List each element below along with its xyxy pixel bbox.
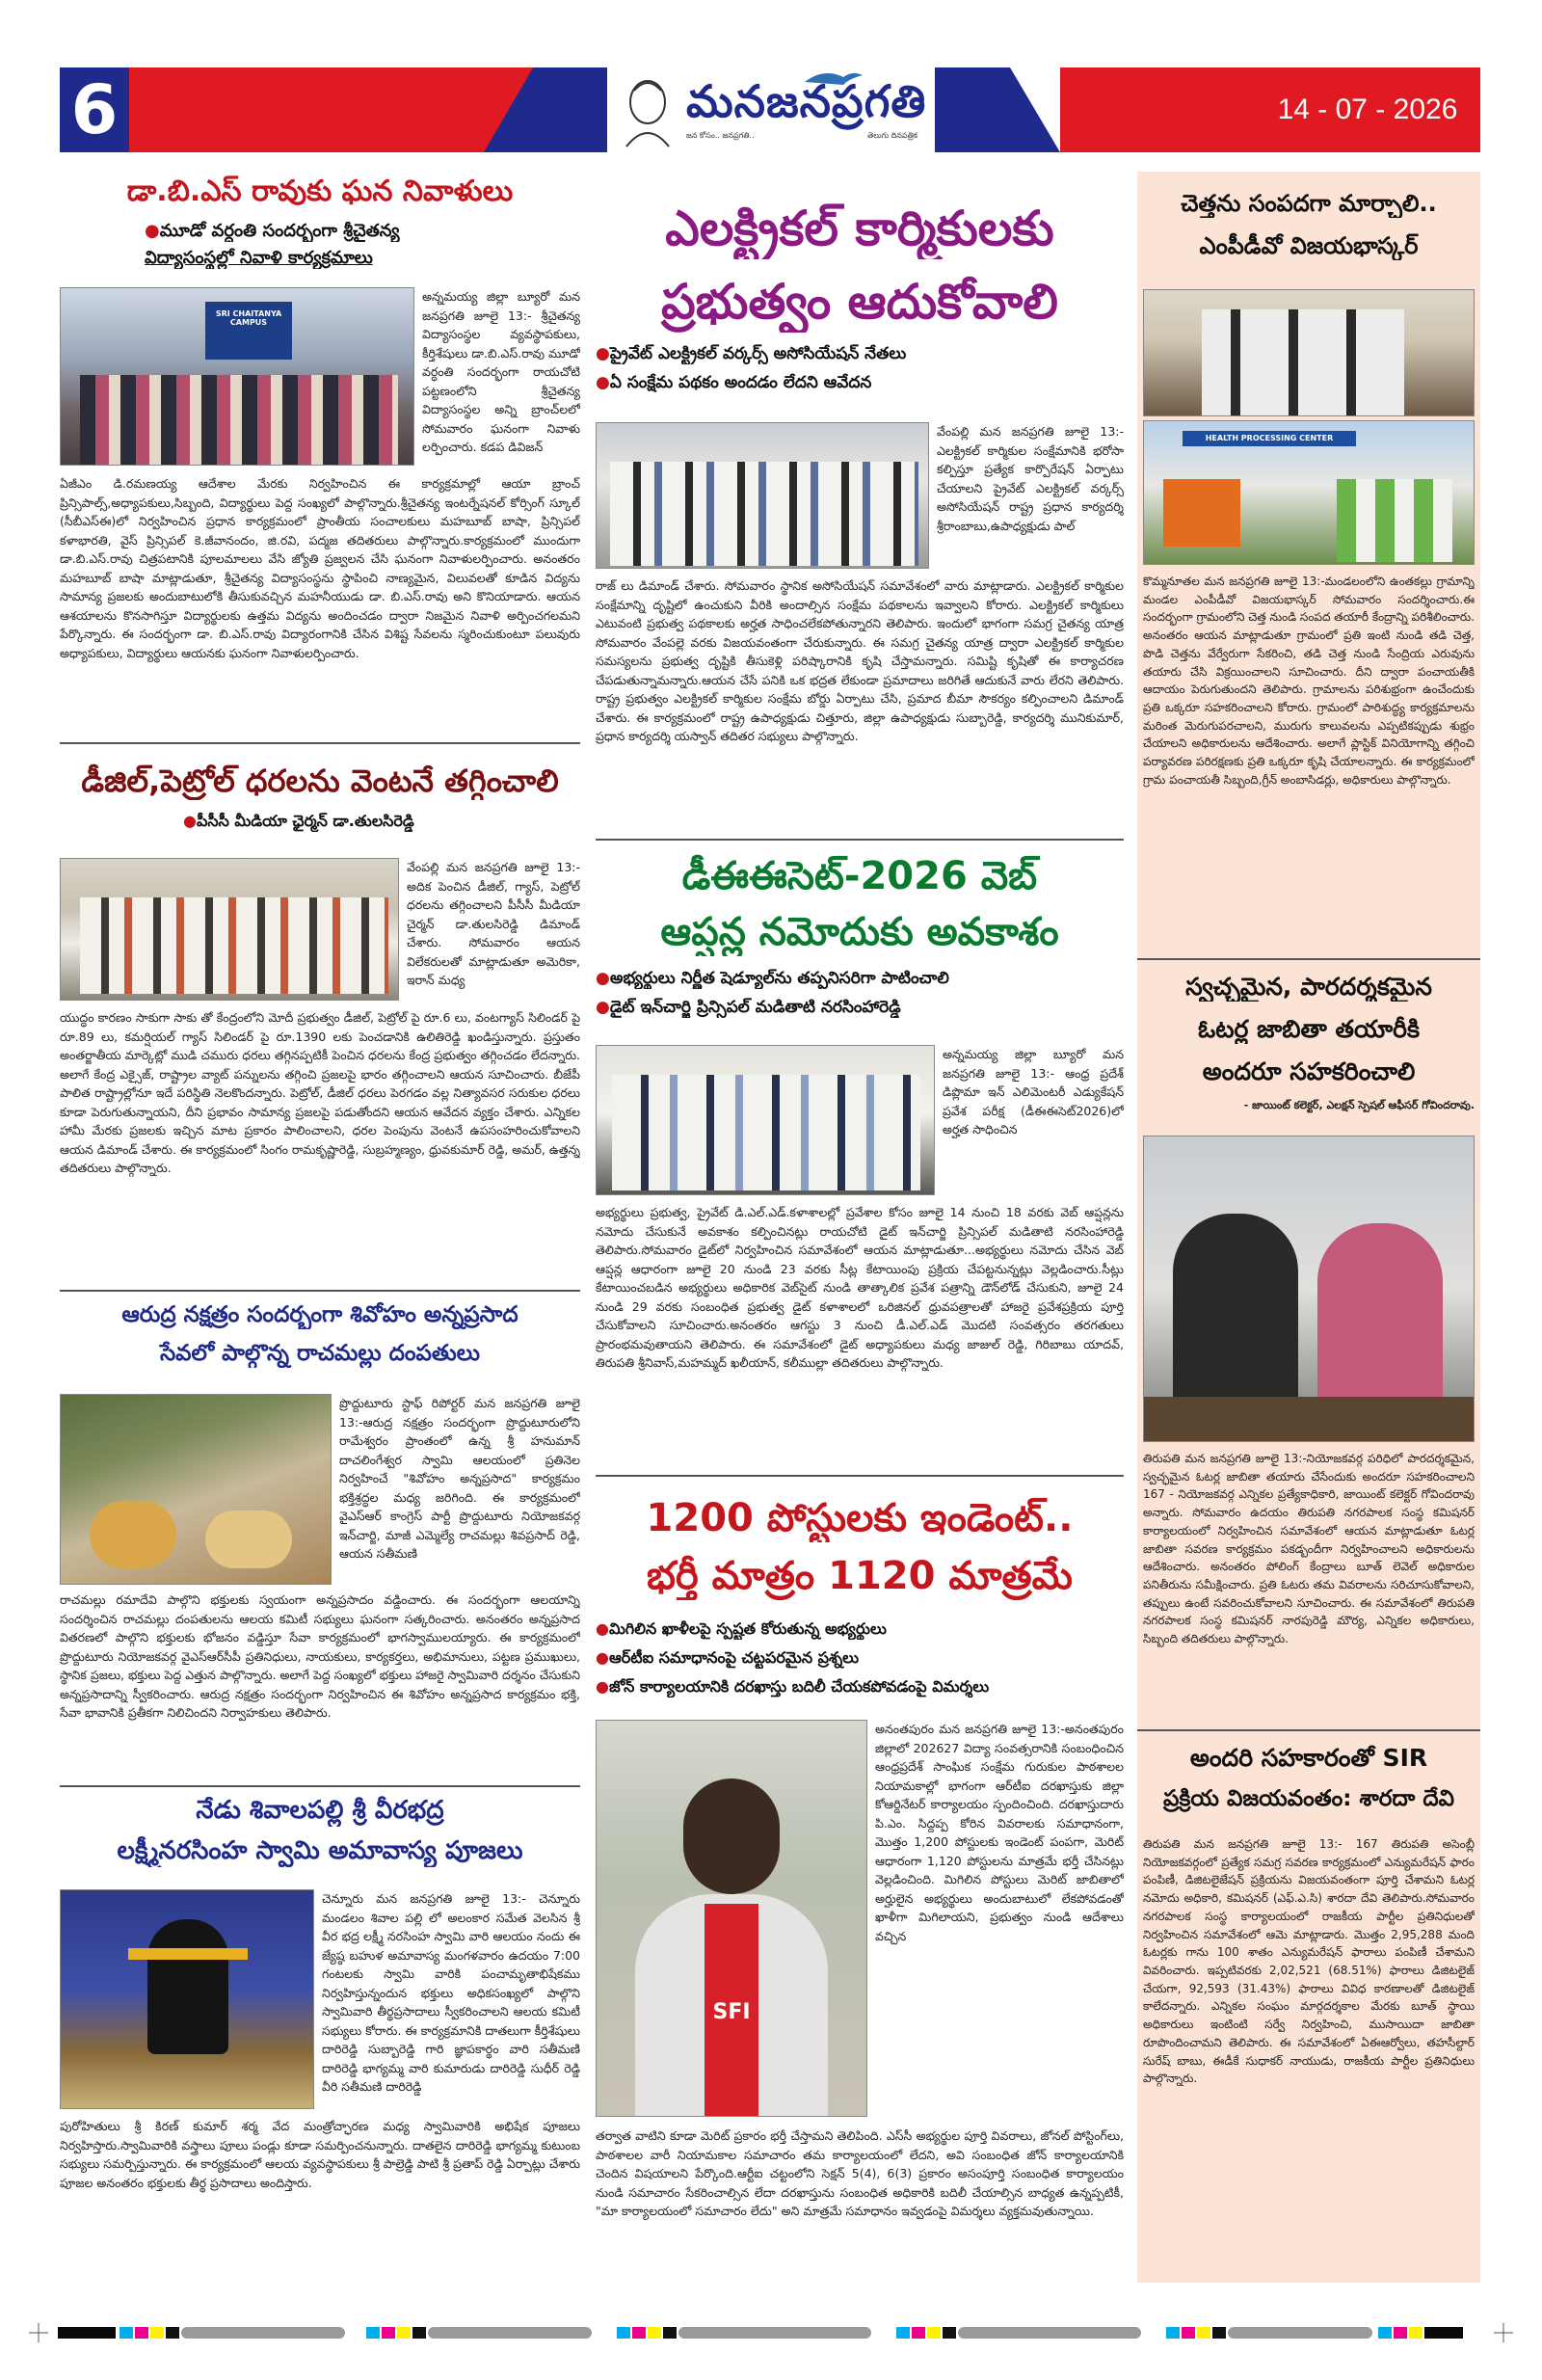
bullet-icon: ●	[596, 344, 610, 363]
food-vessel	[205, 1511, 292, 1568]
subheadline	[596, 372, 1124, 393]
vehicle	[1163, 479, 1240, 547]
headline: అందరూ సహకరించాలి	[1202, 1057, 1416, 1085]
bullet-icon: ●	[145, 221, 160, 241]
photo-banner: SRI CHAITANYA CAMPUS	[205, 302, 292, 360]
headline: ఆరుద్ర నక్షత్రం సందర్భంగా శివోహం అన్నప్రసాద	[121, 1302, 518, 1327]
headline: చెత్తను సంపదగా మార్చాలి..	[1181, 190, 1437, 217]
flower-garland	[128, 1948, 248, 1960]
paper-tagline-right: తెలుగు దినపత్రిక	[867, 131, 918, 140]
article-body: ఏజీఎం డి.రమణయ్య ఆదేశాల మేరకు నిర్వహించిన ఈ కార్యక్రమాల్లో ఆయా బ్రాంచ్ ప్రిన్సిపాల్స్,అధ్యాపకులు,సిబ్బంది, విద్యార్థులు పెద్ద సంఖ్యలో పాల్గొన్నారు.శ్రీచైతన్య ఇంటర్నేషనల్ కోర్సింగ్ స్కూల్ (సీబీఎస్ఈ)లో నిర్వహించిన ప్రధాన కార్యక్రమంలో ప్రాంతీయ సంచాలకులు మహబూబ్ బాషా, ప్రిన్సిపల్ కళాభారతి, వైస్ ప్రిన్సిపల్ కె.జీవానందం, జి.రవి, పద్మజ తదితరులు పాల్గొన్నారు.కార్యక్రమంలో ముందుగా డా.బి.ఎస్.రావు చిత్రపటానికి పూలమాలలు వేసి జ్యోతి ప్రజ్వలన చేసి ఘనంగా నివాళులర్పించారు. అనంతరం మహబూబ్ బాషా మాట్లాడుతూ, శ్రీచైతన్య విద్యాసంస్థను స్థాపించి నాణ్యమైన, విలువలతో కూడిన విద్యను సామాన్య ప్రజలకు అందుబాటులోకి తీసుకువచ్చిన మహనీయుడు డా. బి.ఎస్.రావు అని కొనియాడారు. ఆయన ఆశయాలను కొనసాగిస్తూ విద్యార్థులకు ఉత్తమ విద్యను అందించడం ద్వారా నిజమైన నివాళి అర్పించగలమని పేర్కొన్నారు. ఈ సందర్భంగా డా. బి.ఎస్.రావు విద్యారంగానికి చేసిన విశిష్ట సేవలను స్మరించుకుంటూ పలువురు అధ్యాపకులు, విద్యార్థులు ఆయనకు ఘనంగా నివాళులర్పించారు.	[60, 476, 580, 660]
news-photo	[60, 287, 414, 466]
news-photo	[1143, 420, 1475, 565]
divider	[596, 1475, 1124, 1477]
article-body: పురోహితులు శ్రీ కిరణ్ కుమార్ శర్మ వేద మంత్రోచ్ఛారణ మధ్య స్వామివారికి అభిషేక పూజలు నిర్వహిస్తారు.స్వామివారికి వస్త్రాలు పూలు పండ్లు కూడా సమర్పించనున్నారు. దాతలైన దారిరెడ్డి భాగ్యమ్మ కుటుంబ సభ్యులు సమర్పిస్తున్నారు. ఈ కార్యక్రమంలో ఆలయ వ్యవస్థాపకులు శ్రీ పాల్రెడ్డి పాటి శ్రీ ప్రతాప్ రెడ్డి ఏర్పాట్లు చేశారు పూజల అనంతరం భక్తులకు తీర్థ ప్రసాదాలు అందిస్తారు.	[60, 2119, 580, 2190]
article-body: చెన్నూరు మన జనప్రగతి జూలై 13:- చెన్నూరు మండలం శివాల పల్లి లో అలంకార సమేత వెలసిన శ్రీ వీర భద్ర లక్ష్మీ నరసింహ స్వామి వారి ఆలయం నందు ఈ జ్యేష్ఠ బహుళ అమావాస్య మంగళవారం ఉదయం 7:00 గంటలకు స్వామి వారికి పంచామృతాభిషేకము నిర్వహిస్తున్నందున భక్తులు అధికసంఖ్యలో పాల్గొని స్వామివారి తీర్థప్రసాదాలు స్వీకరించాలని ఆలయ కమిటీ సభ్యులు కోరారు. ఈ కార్యక్రమానికి దాతలుగా కీర్తిశేషులు దారిరెడ్డి సుబ్బారెడ్డి గారి జ్ఞాపకార్థం వారి సతీమణి దారిరెడ్డి భాగ్యమ్మ వారి కుమారుడు దారిరెడ్డి సుధీర్ రెడ్డి వీరి సతీమణి దారిరెడ్డి	[322, 1891, 580, 2094]
print-registration-strip	[0, 2313, 1542, 2352]
news-photo	[60, 1394, 332, 1585]
people-silhouettes	[610, 462, 918, 566]
news-photo	[596, 1045, 935, 1195]
subheadline-text: పీసీసీ మీడియా ఛైర్మన్ డా.తులసిరెడ్డి	[196, 812, 414, 830]
subheadline-text: డైట్ ఇన్‌చార్జి ప్రిన్సిపల్ మడితాటి నరసింహారెడ్డి	[609, 998, 901, 1017]
article-body: రాజ్ లు డిమాండ్ చేశారు. సోమవారం స్థానిక అసోసియేషన్ సమావేశంలో వారు మాట్లాడారు. ఎలక్ట్రికల్ కార్మికుల సంక్షేమాన్ని దృష్టిలో ఉంచుకుని వీరికి అందాల్సిన సంక్షేమ పథకాలను ఇవ్వాలని కోరారు. ఎలక్ట్రికల్ కార్మికులు ఎటువంటి ప్రభుత్వ పథకాలకు అర్హత సాధించలేకపోతున్నారని తెలిపారు. ఇందులో భాగంగా సమగ్ర చైతన్య యాత్ర సోమవారం వేంపల్లె వరకు విజయవంతంగా చేరుకున్నారు. ఈ సమగ్ర చైతన్య యాత్ర ద్వారా ఎలక్ట్రికల్ కార్మికుల సమస్యలను ప్రభుత్వ దృష్టికి తీసుకెళ్లి పరిష్కారానికి కృషి చేస్తామన్నారు. సమిష్టి కృషితో ఈ కార్యాచరణ చేపడుతున్నామన్నారు.ఆయన చేసే పనికి ఒక భద్రత లేకుండా ప్రమాదాలు జరిగితే ఆదుకునే వారు లేరని తెలిపారు. రాష్ట్ర ప్రభుత్వం ఎలక్ట్రికల్ కార్మికుల సంక్షేమ బోర్డు ఏర్పాటు చేసి, ప్రమాద బీమా సౌకర్యం కల్పించాలని డిమాండ్ చేశారు. ఈ కార్యక్రమంలో రాష్ట్ర ఉపాధ్యక్షుడు చిత్తూరు, జిల్లా ఉపాధ్యక్షుడు సుబ్బారెడ్డి, కార్యదర్శి మునికుమార్, ప్రధాన కార్యదర్శి యస్వాన్ తదితర సభ్యులు పాల్గొన్నారు.	[596, 578, 1124, 743]
people-silhouettes	[1337, 479, 1452, 562]
subheadline	[145, 220, 580, 242]
article-body: కొమ్మనూతల మన జనప్రగతి జూలై 13:-మండలంలోని ఉంతకల్లు గ్రామాన్ని మండల ఎంపీడీవో విజయభాస్కర్ సోమవారం సందర్శించారు.ఈ సందర్భంగా గ్రామంలోని చెత్త నుండి సంపద తయారీ కేంద్రాన్ని పరిశీలించారు. అనంతరం ఆయన మాట్లాడుతూ గ్రామంలో ప్రతి ఇంటి నుండి తడి చెత్త, పొడి చెత్తను వేర్వేరుగా సేకరించి, తడి చెత్త నుండి సేంద్రియ ఎరువును తయారు చేసి విక్రయించాలని సూచించారు. దీని ద్వారా పంచాయతీకి ఆదాయం పెరుగుతుందని తెలిపారు. గ్రామాలను పరిశుభ్రంగా ఉంచేందుకు ప్రతి ఒక్కరూ సహకరించాలని కోరారు. గ్రామంలో పారిశుద్ధ్య కార్యక్రమాలను మరింత మెరుగుపరచాలని, మురుగు కాలువలను ఎప్పటికప్పుడు శుభ్రం చేయాలని అధికారులను ఆదేశించారు. అలాగే ప్లాస్టిక్ వినియోగాన్ని తగ్గించి పర్యావరణ పరిరక్షణకు ప్రతి ఒక్కరూ కృషి చేయాలన్నారు. ఈ కార్యక్రమంలో గ్రామ పంచాయతీ సిబ్బంది,గ్రీన్ అంబాసిడర్లు, అధికారులు పాల్గొన్నారు.	[1143, 575, 1475, 787]
bullet-icon: ●	[183, 812, 197, 830]
bullet-icon: ●	[596, 1677, 609, 1696]
article-body: అనంతపురం మన జనప్రగతి జూలై 13:-అనంతపురం జిల్లాలో 202627 విద్యా సంవత్సరానికి సంబంధించిన ఆంధ్రప్రదేశ్ సాంఘిక సంక్షేమ గురుకుల పాఠశాలల నియామకాల్లో భాగంగా ఆర్‌టీఐ దరఖాస్తుకు జిల్లా కోఆర్డినేటర్ కార్యాలయం స్పందించింది. దరఖాస్తుదారు పి.ఎం. సిద్దప్ప కోరిన వివరాలకు సమాధానంగా, మొత్తం 1,200 పోస్టులకు ఇండెంట్ పంపగా, మెరిట్ ఆధారంగా 1,120 పోస్టులను మాత్రమే భర్తీ చేసినట్లు వెల్లడించింది. మిగిలిన పోస్టులు మెరిట్ జాబితాలో అర్హులైన అభ్యర్థులు అందుబాటులో లేకపోవడంతో ఖాళీగా మిగిలాయని, ప్రభుత్వం నుండి ఆదేశాలు వచ్చిన	[875, 1722, 1124, 1943]
subheadline	[596, 343, 1124, 364]
headline: సేవలో పాల్గొన్న రాచమల్లు దంపతులు	[160, 1341, 480, 1366]
subheadline-text: మిగిలిన ఖాళీలపై స్పష్టత కోరుతున్న అభ్యర్థులు	[608, 1619, 887, 1638]
bullet-icon: ●	[596, 969, 610, 988]
subheadline	[596, 1677, 1124, 1698]
bullet-icon: ●	[596, 998, 610, 1017]
masthead-blue-band-right	[935, 67, 1060, 152]
divider	[60, 742, 580, 744]
paper-tagline: జన కోసం.. జనప్రగతి..	[686, 131, 755, 140]
person	[1173, 1214, 1298, 1406]
person-head	[683, 1778, 780, 1894]
divider	[60, 1290, 580, 1292]
paper-name: మనజనప్రగతి	[686, 75, 927, 127]
article-body: రాచమల్లు రమాదేవి పాల్గొని భక్తులకు స్వయంగా అన్నప్రసాదం వడ్డించారు. ఈ సందర్భంగా ఆలయాన్ని సందర్శించిన రాచమల్లు దంపతులను ఆలయ కమిటీ సభ్యులు ఘనంగా సత్కరించారు. అనంతరం అన్నప్రసాద వితరణలో పాల్గొని భక్తులకు భోజనం వడ్డిస్తూ సేవా కార్యక్రమంలో భాగస్వాములయ్యారు. ఈ కార్యక్రమంలో ప్రొద్దుటూరు నియోజకవర్గ వైఎస్ఆర్‌సీపీ ప్రతినిధులు, నాయకులు, కార్యకర్తలు, అభిమానులు, పట్టణ ప్రముఖులు, స్థానిక ప్రజలు, భక్తులు పెద్ద ఎత్తున పాల్గొన్నారు. అలాగే పెద్ద సంఖ్యలో భక్తులు హాజరై స్వామివారి దర్శనం చేసుకుని అన్నప్రసాదాన్ని స్వీకరించారు. ఆరుద్ర నక్షత్రం సందర్భంగా నిర్వహించిన ఈ శివోహం అన్నప్రసాద కార్యక్రమం భక్తి, సేవా భావానికి ప్రతీకగా నిలిచిందని నిర్వాహకులు తెలిపారు.	[60, 1592, 580, 1720]
subheadline-text: జోన్ కార్యాలయానికి దరఖాస్తు బదిలీ చేయకపోవడంపై విమర్శలు	[608, 1677, 990, 1696]
headline: స్వచ్ఛమైన, పారదర్శకమైన	[1185, 973, 1432, 1001]
news-photo	[60, 858, 399, 1001]
headline: డీజిల్,పెట్రోల్ ధరలను వెంటనే తగ్గించాలి	[81, 762, 559, 799]
bullet-icon: ●	[596, 1648, 609, 1667]
article-body: యుద్ధం కారణం సాకుగా సాకు తో కేంద్రంలోని మోదీ ప్రభుత్వం డీజిల్, పెట్రోల్ పై రూ.6 లు, వంటగ్యాస్ సిలిండర్ పై రూ.89 లు, కమర్షియల్ గ్యాస్ సిలిండర్ పై రూ.1390 లకు పెంచడానికి ఉలితిరెడ్డి ఖండిస్తున్నారు. ప్రస్తుతం అంతర్జాతీయ మార్కెట్లో ముడి చమురు ధరలు తగ్గినప్పటికీ పెంచిన ధరలను కేంద్ర ప్రభుత్వం తగ్గించడం లేదన్నారు. అలాగే కేంద్ర ఎక్సైజ్, రాష్ట్రాల వ్యాట్ పన్నులను తగ్గించి ప్రజలపై భారం తగ్గించాలని ఆయన సూచించారు. బీజేపీ పాలిత రాష్ట్రాల్లోనూ ఇదే పరిస్థితి నెలకొందన్నారు. పెట్రోల్, డీజిల్ ధరలు పెరగడం వల్ల నిత్యావసర సరుకుల ధరలు కూడా పెరుగుతున్నాయని, దీని ప్రభావం సామాన్య ప్రజలపై పడుతోందని ఆయన ఆవేదన వ్యక్తం చేశారు. ఎన్నికల హామీ మేరకు ప్రజలకు ఇచ్చిన మాట ప్రకారం పాలించాలని, ధరల పెంపును వెంటనే ఉపసంహరించుకోవాలని ఆయన డిమాండ్ చేశారు. ఈ కార్యక్రమంలో సింగం రామకృష్ణారెడ్డి, సుబ్రహ్మణ్యం, ధ్రువకుమార్ రెడ్డి, అమర్, ఉత్తన్న తదితరులు పాల్గొన్నారు.	[60, 1010, 580, 1175]
article-body: వేంపల్లి మన జనప్రగతి జూలై 13:-ఎలక్ట్రికల్ కార్మికుల సంక్షేమానికి భరోసా కల్పిస్తూ ప్రత్యేక కార్పొరేషన్ ఏర్పాటు చేయాలని ప్రైవేట్ ఎలక్ట్రికల్ వర్కర్స్ అసోసియేషన్ రాష్ట్ర ప్రధాన కార్యదర్శి శ్రీరాంబాబు,ఉపాధ్యక్షుడు పాల్	[937, 424, 1124, 533]
food-vessel	[90, 1501, 176, 1568]
article-body: అన్నమయ్య జిల్లా బ్యూరో మన జనప్రగతి జూలై 13:- ఆంధ్ర ప్రదేశ్ డిప్లొమా ఇన్ ఎలిమెంటరీ ఎడ్యుకేషన్ ప్రవేశ పరీక్ష (డీఈఈసెట్2026)లో అర్హత సాధించిన	[943, 1047, 1124, 1137]
masthead	[60, 67, 1480, 152]
people-silhouettes	[1202, 309, 1404, 415]
headline: ఆప్షన్ల నమోదుకు అవకాశం	[660, 910, 1059, 954]
headline: ప్రభుత్వం ఆదుకోవాలి	[661, 274, 1058, 330]
subheadline	[596, 1619, 1124, 1640]
headline: 1200 పోస్టులకు ఇండెంట్..	[646, 1496, 1074, 1540]
headline: ఓటర్ల జాబితా తయారీకి	[1197, 1015, 1421, 1043]
headline: లక్ష్మీనరసింహ స్వామి అమావాస్య పూజలు	[117, 1836, 523, 1865]
headline: ఎలక్ట్రికల్ కార్మికులకు	[665, 201, 1054, 256]
subheadline-text: ఏ సంక్షేమ పథకం అందడం లేదని ఆవేదన	[609, 373, 872, 392]
divider	[1137, 958, 1480, 960]
issue-date: 14 - 07 - 2026	[1255, 67, 1480, 152]
desk	[1144, 1397, 1475, 1442]
headline: డా.బి.ఎస్ రావుకు ఘన నివాళులు	[126, 174, 514, 208]
article-body: అభ్యర్థులు ప్రభుత్వ, ప్రైవేట్ డి.ఎల్.ఎడ్.కళాశాలల్లో ప్రవేశాల కోసం జూలై 14 నుంచి 18 వరకు వెబ్ ఆప్షన్లను నమోదు చేసుకునే అవకాశం కల్పించినట్లు రాయచోటి డైట్ ఇన్‌చార్జి ప్రిన్సిపల్ మడితాటి నరసింహారెడ్డి తెలిపారు.సోమవారం డైట్‌లో నిర్వహించిన సమావేశంలో ఆయన మాట్లాడుతూ...అభ్యర్థులు నమోదు చేసిన వెబ్ ఆప్షన్ల ఆధారంగా జూలై 20 నుండి 23 వరకు సీట్ల కేటాయింపు ప్రక్రియ చేపట్టనున్నట్లు వెల్లడించారు.సీట్లు కేటాయించబడిన అభ్యర్థులు అధికారిక వెబ్‌సైట్ నుండి తాత్కాలిక ప్రవేశ పత్రాన్ని డౌన్‌లోడ్ చేసుకుని, జూలై 24 నుండి 29 వరకు సంబంధిత ప్రభుత్వ డైట్ కళాశాలలో ఒరిజినల్ ధ్రువపత్రాలతో హాజరై ప్రవేశప్రక్రియ పూర్తి చేసుకోవాలని సూచించారు.అనంతరం ఆగస్టు 3 నుంచి డీ.ఎల్.ఎడ్ మొదటి సంవత్సరం తరగతులు ప్రారంభమవుతాయని తెలిపారు. ఈ సమావేశంలో డైట్ అధ్యాపకులు మధ్య జాజుల్ రెడ్డి, గిరిబాబు యాదవ్, తిరుపతి శ్రీనివాస్,మహమ్మద్ ఖలీయాన్, కలీముల్లా తదితరులు పాల్గొన్నారు.	[596, 1205, 1124, 1370]
headline: ఎంపీడీవో విజయభాస్కర్	[1199, 232, 1419, 259]
headline: భర్తీ మాత్రం 1120 మాత్రమే	[647, 1554, 1073, 1598]
article-body: ప్రొద్దుటూరు స్టాఫ్ రిపోర్టర్ మన జనప్రగతి జూలై 13:-ఆరుద్ర నక్షత్రం సందర్భంగా ప్రొద్దుటూరులోని రామేశ్వరం ప్రాంతంలో ఉన్న శ్రీ హనుమాన్ దాచలింగేశ్వర స్వామి ఆలయంలో ప్రతినెల నిర్వహించే "శివోహం అన్నప్రసాద" కార్యక్రమం భక్తిశ్రద్ధల మధ్య జరిగింది. ఈ కార్యక్రమంలో వైఎస్ఆర్ కాంగ్రెస్ పార్టీ ప్రొద్దుటూరు నియోజకవర్గ ఇన్‌చార్జి, మాజీ ఎమ్మెల్యే రాచమల్లు శివప్రసాద్ రెడ్డి, ఆయన సతీమణి	[339, 1396, 580, 1561]
news-photo	[596, 422, 929, 569]
headline: డీఈఈసెట్-2026 వెబ్	[681, 854, 1038, 898]
article-body: తిరుపతి మన జనప్రగతి జూలై 13:-నియోజకవర్గ పరిధిలో పారదర్శకమైన, స్వచ్ఛమైన ఓటర్ల జాబితా తయారు చేసేందుకు అందరూ సహకరించాలని 167 - నియోజకవర్గ ఎన్నికల ప్రత్యేకాధికారి, జాయింట్ కలెక్టర్ గోవిందరావు అన్నారు. సోమవారం ఉదయం తిరుపతి నగరపాలక సంస్థ కమిషనర్ కార్యాలయంలో నిర్వహించిన సమావేశంలో ఆయన మాట్లాడుతూ ఓటర్ల జాబితా సవరణ కార్యక్రమం పకడ్బందీగా నిర్వహించాలని అధికారులను ఆదేశించారు. అనంతరం పోలింగ్ కేంద్రాలు బూత్ లెవెల్ అధికారుల పనితీరును సమీక్షించారు. ప్రతి ఓటరు తమ వివరాలను సరిచూసుకోవాలని, తప్పులు ఉంటే సవరించుకోవాలని సూచించారు. ఈ సమావేశంలో తిరుపతి నగరపాలక సంస్థ కమిషనర్ నారపురెడ్డి మౌర్య, ఎన్నికల అధికారులు, సిబ్బంది తదితరులు పాల్గొన్నారు.	[1143, 1452, 1475, 1646]
divider	[596, 839, 1124, 841]
subheadline	[183, 812, 580, 832]
deity-idol	[147, 1919, 228, 2054]
bullet-icon: ●	[596, 373, 610, 392]
bullet-icon: ●	[596, 1619, 609, 1638]
founder-portrait-icon	[613, 69, 682, 150]
people-silhouettes	[80, 897, 388, 994]
article-body: వేంపల్లి మన జనప్రగతి జూలై 13:-అదిక పెంచిన డీజిల్, గ్యాస్, పెట్రోల్ ధరలను తగ్గించాలని పీసీసీ మీడియా చైర్మన్ డా.తులసిరెడ్డి డిమాండ్ చేశారు. సోమవారం ఆయన విలేకరులతో మాట్లాడుతూ అమెరికా, ఇరాన్ మధ్య	[407, 860, 580, 987]
headline: నేడు శివాలపల్లి శ్రీ వీరభద్ర	[196, 1796, 444, 1825]
subheadline: విద్యాసంస్థల్లో నివాళి కార్యక్రమాలు	[145, 248, 373, 268]
photo-banner: HEALTH PROCESSING CENTER	[1183, 431, 1356, 446]
subheadline-text: ప్రైవేట్ ఎలక్ట్రికల్ వర్కర్స్ అసోసియేషన్ నేతలు	[609, 344, 907, 363]
news-photo	[1143, 1136, 1475, 1442]
person	[1317, 1223, 1443, 1406]
masthead-red-band-right	[1060, 67, 1255, 152]
page-number: 6	[60, 67, 129, 152]
subheadline-text: అభ్యర్థులు నిర్ణీత షెడ్యూల్‌ను తప్పనిసరిగా పాటించాలి	[609, 969, 949, 988]
divider	[1137, 1729, 1480, 1731]
article-body: తర్వాత వాటిని కూడా మెరిట్ ప్రకారం భర్తీ చేస్తామని తెలిపింది. ఎస్‌సీ అభ్యర్థుల పూర్తి వివరాలు, జోనల్ పోస్టింగ్‌లు, పాఠశాలల వారీ నియామకాల సమాచారం తమ కార్యాలయంలో లేదని, అవి సంబంధిత జోన్ కార్యాలయానికి చెందిన విషయాలని పేర్కొంది.ఆర్టీఐ చట్టంలోని సెక్షన్ 5(4), 6(3) ప్రకారం అసంపూర్తి సంబంధిత కార్యాలయం నుండి సమాచారం సేకరించాల్సిన లేదా దరఖాస్తును సంబంధిత అధికారికి బదిలీ చేయాల్సిన బాధ్యత ఉన్నప్పటికీ, "మా కార్యాలయంలో సమాచారం లేదు" అని మాత్రమే సమాధానం ఇవ్వడంపై విమర్శలు వ్యక్తమవుతున్నాయి.	[596, 2128, 1124, 2218]
subheadline-text: ఆర్‌టీఐ సమాధానంపై చట్టపరమైన ప్రశ్నలు	[608, 1648, 860, 1667]
subheadline	[596, 997, 1124, 1018]
headline: అందరి సహకారంతో SIR	[1189, 1744, 1428, 1772]
divider	[60, 1785, 580, 1787]
newspaper-logo	[607, 67, 935, 152]
news-photo	[1143, 289, 1475, 416]
headline: ప్రక్రియ విజయవంతం: శారదా దేవి	[1163, 1786, 1454, 1811]
byline: - జాయింట్ కలెక్టర్, ఎలక్షన్ స్పెషల్ ఆఫీసర్ గోవిందరావు.	[1243, 1099, 1475, 1111]
subheadline-text: మూడో వర్ధంతి సందర్భంగా శ్రీచైతన్య	[159, 221, 400, 241]
article-body: అన్నమయ్య జిల్లా బ్యూరో మన జనప్రగతి జూలై 13:- శ్రీచైతన్య విద్యాసంస్థల వ్యవస్థాపకులు, కీర్తిశేషులు డా.బి.ఎస్.రావు మూడో వర్ధంతి సందర్భంగా రాయచోటి పట్టణంలోని శ్రీచైతన్య విద్యాసంస్థల అన్ని బ్రాంచ్‌లలో సోమవారం ఘనంగా నివాళు లర్పించారు. కడప డివిజన్	[422, 289, 580, 454]
people-silhouettes	[612, 1075, 920, 1190]
article-body: తిరుపతి మన జనప్రగతి జూలై 13:- 167 తిరుపతి అసెంబ్లీ నియోజకవర్గంలో ప్రత్యేక సమగ్ర సవరణ కార్యక్రమంలో ఎన్యుమరేషన్ ఫారం పంపిణీ, డిజిటలైజేషన్ ప్రక్రియను విజయవంతంగా పూర్తి చేశామని ఓటర్ల నమోదు అధికారి, కమిషనర్ (ఎఫ్.ఎ.సి) శారదా దేవి తెలిపారు.సోమవారం నగరపాలక సంస్థ కార్యాలయంలో రాజకీయ పార్టీల ప్రతినిధులతో నిర్వహించిన సమావేశంలో ఆమె మాట్లాడారు. మొత్తం 2,95,288 మంది ఓటర్లకు గాను 100 శాతం ఎన్యుమరేషన్ ఫారాలు పంపిణీ చేశామని వివరించారు. ఇప్పటివరకు 2,02,521 (68.51%) ఫారాలు డిజిటలైజ్ చేయగా, 92,593 (31.43%) ఫారాలు వివిధ కారణాలతో డిజిటలైజ్ కాలేదన్నారు. ఎన్నికల సంఘం మార్గదర్శకాల మేరకు బూత్ స్థాయి అధికారులు ఇంటింటి సర్వే నిర్వహించి, ముసాయిదా జాబితా రూపొందించామని తెలిపారు. ఈ సమావేశంలో ఏఈఆర్వోలు, తహసీల్దార్ సురేష్ బాబు, ఈడీకే సుధాకర్ నాయుడు, రాజకీయ పార్టీల ప్రతినిధులు పాల్గొన్నారు.	[1143, 1837, 1475, 2086]
sfi-scarf: SFI	[705, 1904, 758, 2117]
news-photo	[596, 1720, 867, 2117]
people-silhouettes	[80, 375, 398, 466]
news-photo	[60, 1889, 314, 2109]
subheadline	[596, 968, 1124, 989]
subheadline	[596, 1648, 1124, 1669]
